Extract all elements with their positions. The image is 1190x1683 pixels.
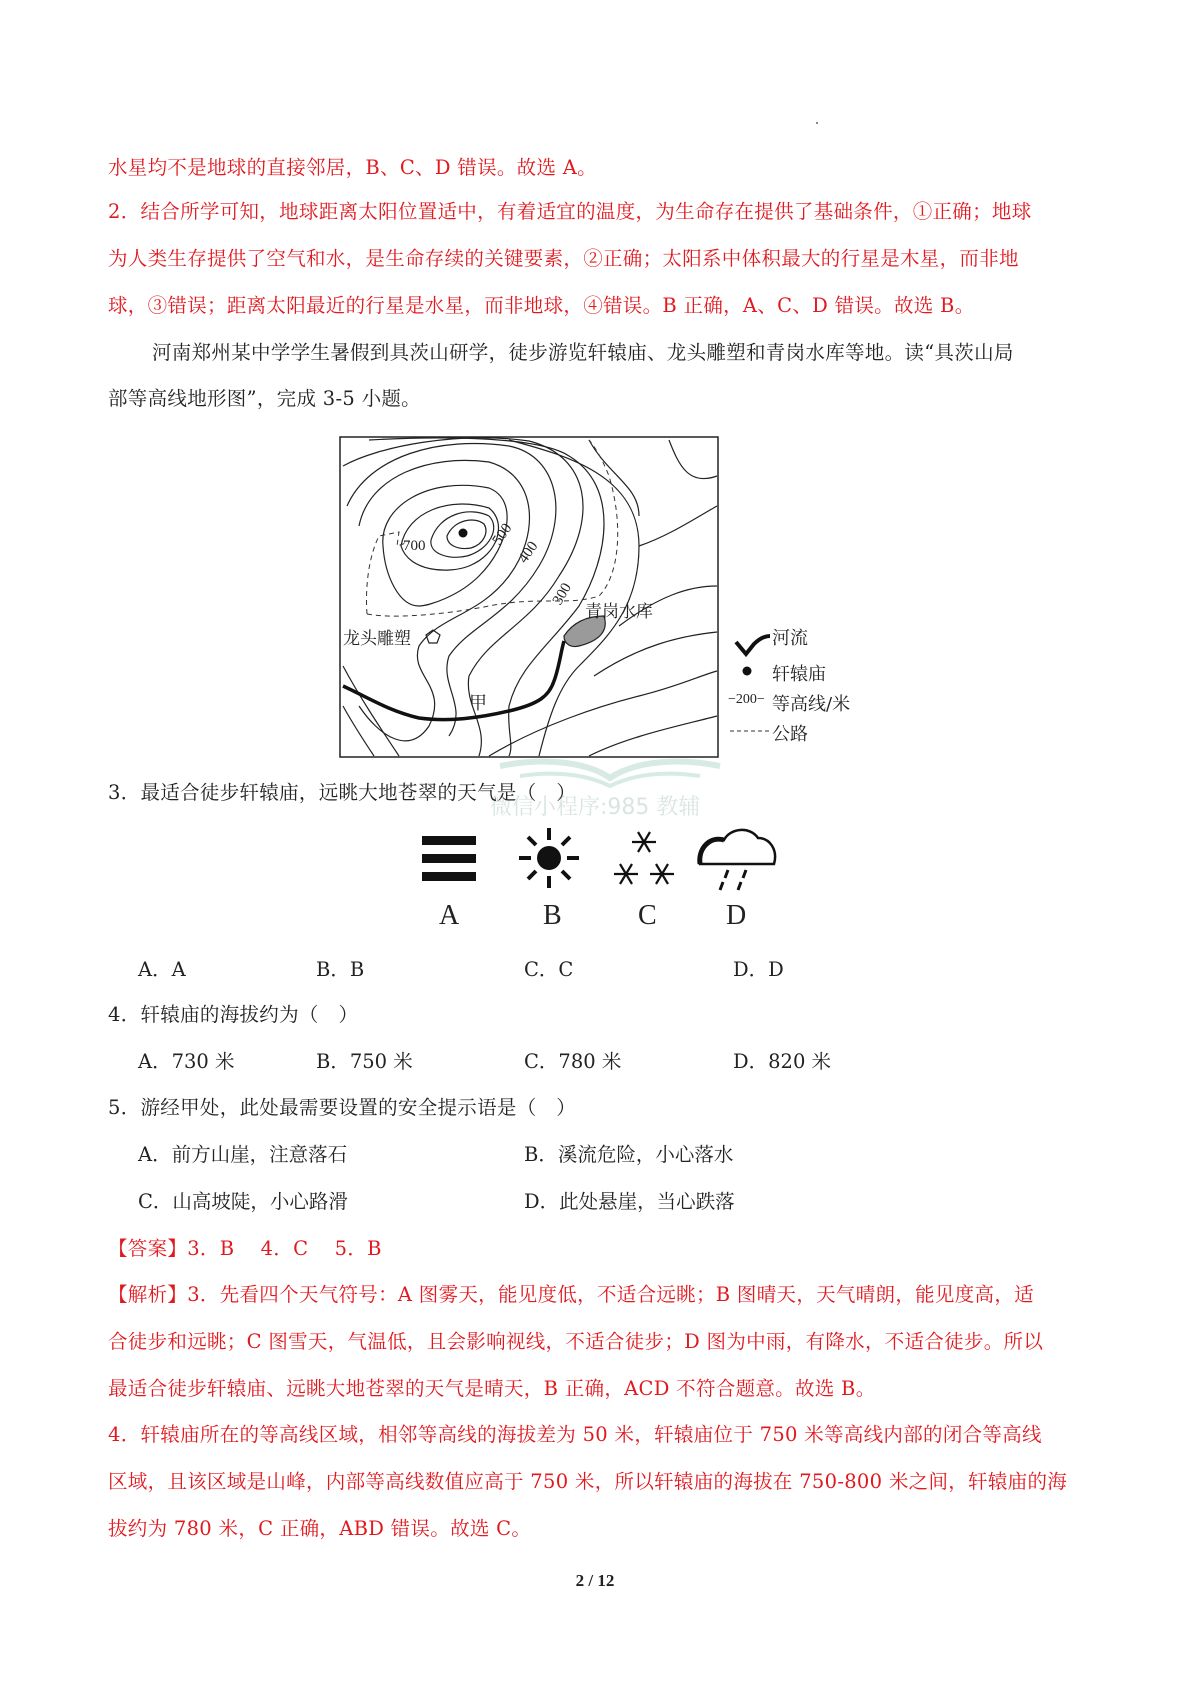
intro-line2: 部等高线地形图”，完成 3-5 小题。 <box>108 387 421 410</box>
contour-line-icon: −200− <box>728 692 765 707</box>
road-dashed-icon <box>728 728 772 734</box>
contour-map <box>339 436 719 758</box>
q4-option-c[interactable]: C．780 米 <box>524 1050 622 1073</box>
legend-contour-label: 等高线/米 <box>772 694 851 715</box>
intro-line1: 河南郑州某中学学生暑假到具茨山研学，徒步游览轩辕庙、龙头雕塑和青岗水库等地。读“具茨山局 <box>152 341 1014 364</box>
rain-cloud-icon <box>696 826 778 894</box>
analysis-q4-line3: 拔约为 780 米，C 正确，ABD 错误。故选 C。 <box>108 1517 532 1540</box>
map-legend <box>728 620 888 760</box>
weather-label-c: C <box>638 900 657 931</box>
sunny-icon <box>518 826 580 890</box>
analysis-q4-line1: 4．轩辕庙所在的等高线区域，相邻等高线的海拔差为 50 米，轩辕庙位于 750 米等高线内部的闭合等高线 <box>108 1423 1042 1446</box>
question-3-stem: 3．最适合徒步轩辕庙，远眺大地苍翠的天气是（ ） <box>108 781 577 804</box>
q4-option-b[interactable]: B．750 米 <box>316 1050 413 1073</box>
explanation-q2-line1: 2．结合所学可知，地球距离太阳位置适中，有着适宜的温度，为生命存在提供了基础条件，①正确；地球 <box>108 200 1032 223</box>
q5-option-c[interactable]: C．山高坡陡，小心路滑 <box>138 1190 348 1213</box>
svg-text:700: 700 <box>403 538 426 554</box>
q5-option-d[interactable]: D．此处悬崖，当心跌落 <box>524 1190 735 1213</box>
q3-option-d[interactable]: D．D <box>733 958 784 981</box>
svg-text:300: 300 <box>549 580 575 608</box>
analysis-q3-line2: 合徒步和远眺；C 图雪天，气温低，且会影响视线，不适合徒步；D 图为中雨，有降水，不适合徒步。所以 <box>108 1330 1044 1353</box>
legend-road-label: 公路 <box>772 724 808 745</box>
temple-dot-icon <box>740 664 754 678</box>
explanation-q2-line3: 球，③错误；距离太阳最近的行星是水星，而非地球，④错误。B 正确，A、C、D 错误。故选 B。 <box>108 294 975 317</box>
explanation-q1-end: 水星均不是地球的直接邻居，B、C、D 错误。故选 A。 <box>108 156 597 179</box>
analysis-q4-line2: 区域，且该区域是山峰，内部等高线数值应高于 750 米，所以轩辕庙的海拔在 750-800 米之间，轩辕庙的海 <box>108 1470 1068 1493</box>
q3-option-a[interactable]: A．A <box>138 958 186 981</box>
q4-option-a[interactable]: A．730 米 <box>138 1050 235 1073</box>
question-5-stem: 5．游经甲处，此处最需要设置的安全提示语是（ ） <box>108 1096 577 1119</box>
answer-line: 【答案】3．B 4．C 5．B <box>108 1237 382 1260</box>
snow-icon <box>612 828 676 890</box>
svg-text:400: 400 <box>515 538 542 567</box>
weather-label-a: A <box>439 900 460 931</box>
watermark-text: 微信小程序:985 教辅 <box>490 795 701 820</box>
analysis-q3-line1: 【解析】3．先看四个天气符号：A 图雾天，能见度低，不适合远眺；B 图晴天，天气晴朗，能见度高，适 <box>108 1283 1034 1306</box>
svg-text:青岗水库: 青岗水库 <box>585 602 653 622</box>
q5-option-b[interactable]: B．溪流危险，小心落水 <box>524 1143 734 1166</box>
explanation-q2-line2: 为人类生存提供了空气和水，是生命存续的关键要素，②正确；太阳系中体积最大的行星是木星，而非地 <box>108 247 1019 270</box>
q5-option-a[interactable]: A．前方山崖，注意落石 <box>138 1143 348 1166</box>
page-number: 2 / 12 <box>575 1571 615 1590</box>
q4-option-d[interactable]: D．820 米 <box>733 1050 832 1073</box>
svg-text:甲: 甲 <box>469 693 487 714</box>
river-icon <box>732 632 772 658</box>
stray-mark <box>816 122 818 124</box>
question-4-stem: 4．轩辕庙的海拔约为（ ） <box>108 1003 359 1026</box>
q3-option-b[interactable]: B．B <box>316 958 365 981</box>
q3-option-c[interactable]: C．C <box>524 958 574 981</box>
fog-icon <box>422 834 476 884</box>
legend-river-label: 河流 <box>772 628 808 649</box>
weather-label-b: B <box>543 900 562 931</box>
analysis-q3-line3: 最适合徒步轩辕庙、远眺大地苍翠的天气是晴天，B 正确，ACD 不符合题意。故选 B。 <box>108 1377 876 1400</box>
legend-temple-label: 轩辕庙 <box>772 664 826 685</box>
weather-label-d: D <box>726 900 747 931</box>
svg-text:龙头雕塑: 龙头雕塑 <box>343 629 411 649</box>
svg-text:500: 500 <box>489 520 516 549</box>
